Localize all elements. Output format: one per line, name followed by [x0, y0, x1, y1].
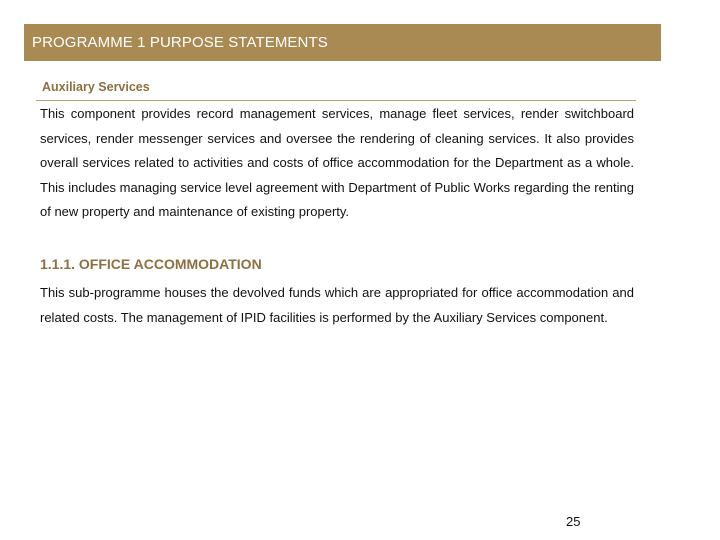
subsection-heading-office-accommodation: 1.1.1. OFFICE ACCOMMODATION [40, 256, 262, 272]
page-number: 25 [566, 514, 581, 529]
section-divider [36, 100, 636, 101]
section-heading-auxiliary-services: Auxiliary Services [42, 80, 150, 94]
auxiliary-services-paragraph: This component provides record management services, manage fleet services, render switchboard services, render messenger services and oversee the rendering of cleaning services. It also provides overall services related to activities and costs of office accommodation for the Department as a whole. This includes managing service level agreement with Department of Public Works regarding the renting of new property and maintenance of existing property. [40, 106, 634, 219]
office-accommodation-paragraph: This sub-programme houses the devolved funds which are appropriated for office accommodation and related costs. The management of IPID facilities is performed by the Auxiliary Services component. [40, 285, 634, 325]
title-bar [24, 24, 661, 61]
slide-title: PROGRAMME 1 PURPOSE STATEMENTS [32, 34, 328, 51]
